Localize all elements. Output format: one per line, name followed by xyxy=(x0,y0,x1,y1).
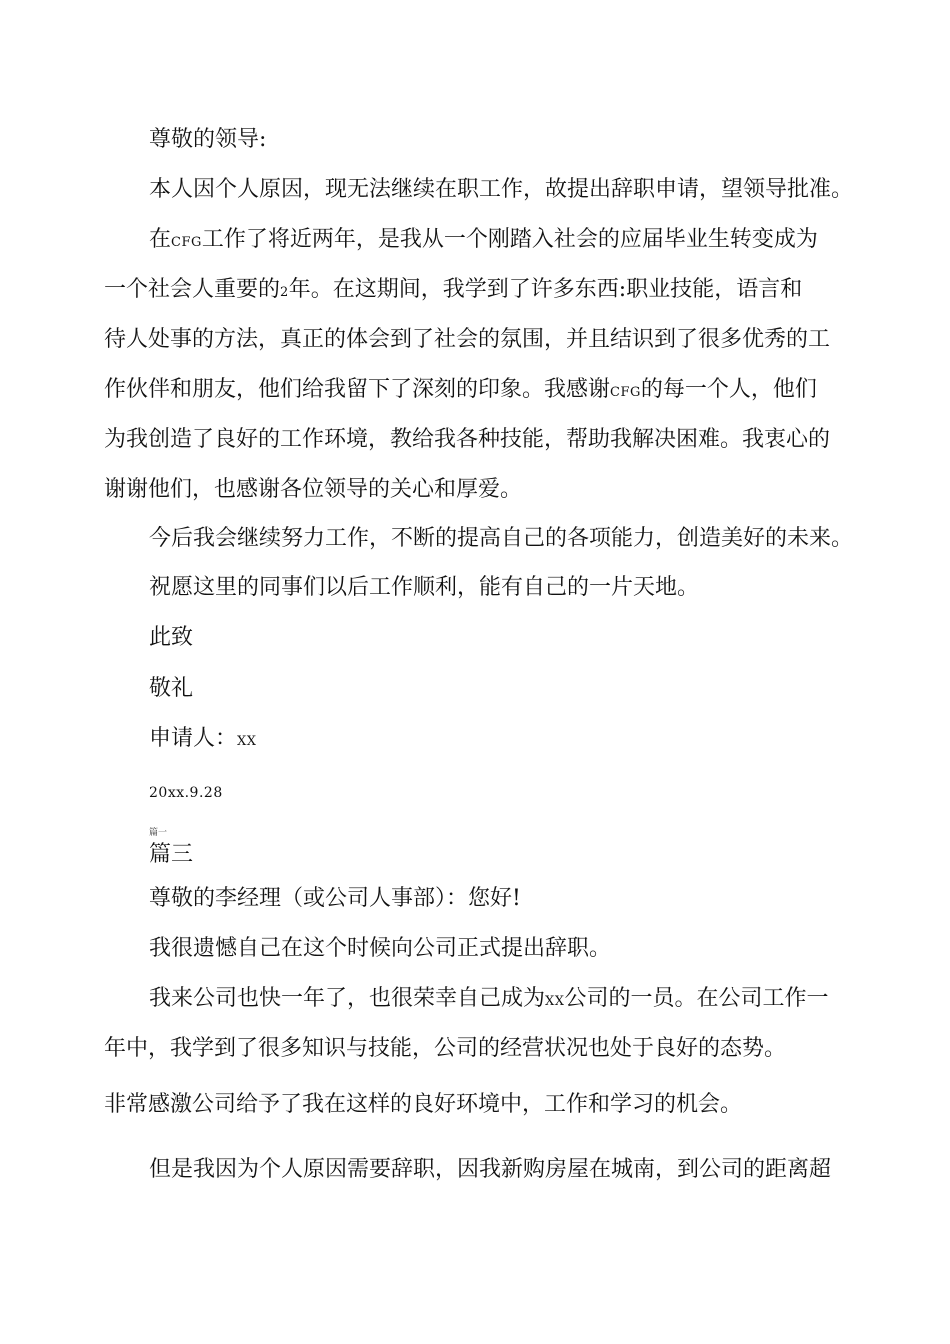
paragraph-experience-line-1 xyxy=(149,227,818,256)
applicant-line xyxy=(149,726,257,755)
paragraph-request: 本人因个人原因，现无法继续在职工作，故提出辞职申请，望领导批准。 xyxy=(149,177,854,202)
paragraph-tenure-line-1 xyxy=(149,986,829,1015)
paragraph-experience-line-3: 待人处事的方法，真正的体会到了社会的氛围，并且结识到了很多优秀的工 xyxy=(104,327,831,352)
paragraph-experience-line-2 xyxy=(104,277,802,306)
company-abbr: CFG xyxy=(610,385,641,400)
salutation-3: 尊敬的李经理（或公司人事部）：您好! xyxy=(149,886,521,911)
paragraph-tenure-line-2: 年中，我学到了很多知识与技能，公司的经营状况也处于良好的态势。 xyxy=(104,1036,787,1061)
text: 的每一个人，他们 xyxy=(640,377,817,402)
years-number: 2 xyxy=(280,285,289,300)
applicant-name: XX xyxy=(237,734,257,749)
text: 公司的一员。在公司工作一 xyxy=(564,986,829,1011)
letter-date: 20xx.9.28 xyxy=(149,785,223,801)
paragraph-experience-line-6: 谢谢他们，也感谢各位领导的关心和厚爱。 xyxy=(104,477,523,502)
applicant-label: 申请人： xyxy=(149,726,238,751)
paragraph-experience-line-4 xyxy=(104,377,817,406)
text: 我来公司也快一年了，也很荣幸自己成为 xyxy=(149,986,546,1011)
closing-cizhi: 此致 xyxy=(149,625,194,650)
company-abbr: CFG xyxy=(171,235,202,250)
salutation-1: 尊敬的领导: xyxy=(149,127,267,152)
paragraph-reason: 但是我因为个人原因需要辞职，因我新购房屋在城南，到公司的距离超 xyxy=(149,1157,832,1182)
paragraph-regret: 我很遗憾自己在这个时候向公司正式提出辞职。 xyxy=(149,936,612,961)
text: 一个社会人重要的 xyxy=(104,277,281,302)
section-title: 篇三 xyxy=(149,842,194,867)
text: 作伙伴和朋友，他们给我留下了深刻的印象。我感谢 xyxy=(104,377,611,402)
text: 工作了将近两年，是我从一个刚踏入社会的应届毕业生转变成为 xyxy=(201,227,818,252)
divider-mark: 篇一 xyxy=(149,828,168,838)
paragraph-experience-line-5: 为我创造了良好的工作环境，教给我各种技能，帮助我解决困难。我衷心的 xyxy=(104,427,831,452)
paragraph-wishes: 祝愿这里的同事们以后工作顺利，能有自己的一片天地。 xyxy=(149,575,700,600)
closing-jingli: 敬礼 xyxy=(149,676,194,701)
text: 年。在这期间，我学到了许多东西:职业技能，语言和 xyxy=(288,277,803,302)
text: 在 xyxy=(149,227,172,252)
paragraph-future: 今后我会继续努力工作，不断的提高自己的各项能力，创造美好的未来。 xyxy=(149,526,854,551)
paragraph-tenure-line-3: 非常感激公司给予了我在这样的良好环境中，工作和学习的机会。 xyxy=(104,1092,743,1117)
company-placeholder: XX xyxy=(545,994,565,1009)
